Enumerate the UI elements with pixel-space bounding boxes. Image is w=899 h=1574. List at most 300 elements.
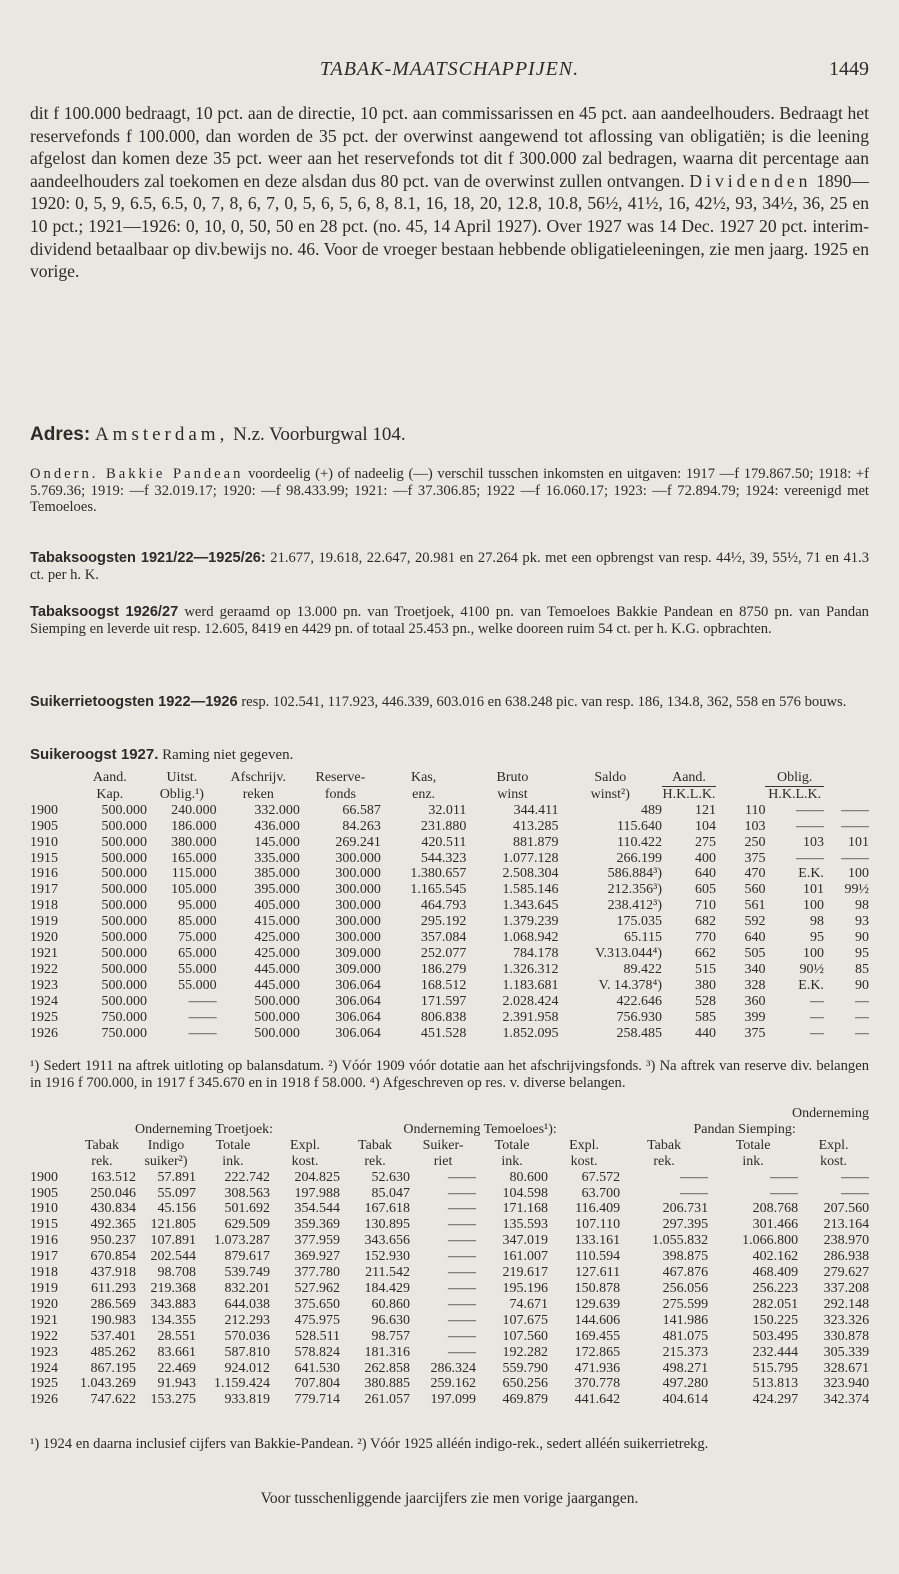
plantation-table-section [30, 1106, 869, 1408]
column-header: ink. [222, 1153, 244, 1169]
table-cell: 380.000 [171, 834, 217, 850]
table-cell: 172.865 [574, 1344, 621, 1360]
table-cell: 500.000 [101, 850, 147, 866]
table-cell: 933.819 [224, 1392, 270, 1408]
table-cell: 65.000 [178, 945, 217, 961]
column-header [30, 1138, 68, 1154]
table-cell: 190.983 [90, 1312, 136, 1328]
table-cell: 404.614 [662, 1392, 709, 1408]
table-cell: 747.622 [90, 1392, 136, 1408]
column-header: Tabak [84, 1137, 119, 1153]
table-cell: 101 [848, 834, 869, 850]
table-cell: — [809, 1009, 824, 1025]
table-cell: 323.940 [823, 1376, 870, 1392]
table-cell: 104 [694, 818, 716, 834]
table-cell: 85 [855, 961, 869, 977]
table-cell: 95 [809, 930, 824, 946]
table-row [30, 1217, 869, 1233]
table-cell: 1.159.424 [214, 1376, 270, 1392]
column-header: kost. [820, 1153, 848, 1169]
table-cell: 261.057 [364, 1392, 411, 1408]
column-header: reken [242, 786, 274, 802]
table-cell: 90 [855, 977, 869, 993]
adres-street: N.z. Voorburgwal 104. [233, 424, 406, 445]
table-cell: 130.895 [364, 1217, 411, 1233]
table-cell: 464.793 [420, 898, 467, 914]
column-header: Reserve- [315, 770, 366, 786]
table-cell: 98 [855, 898, 869, 914]
table-cell: 560 [744, 882, 766, 898]
table-cell: 96.630 [371, 1312, 411, 1328]
table-cell: 347.019 [502, 1233, 549, 1249]
table-cell: 103 [802, 834, 824, 850]
table-row [30, 1026, 869, 1042]
table-cell: 202.544 [150, 1249, 196, 1265]
table-cell: 301.466 [752, 1217, 799, 1233]
table-cell: 330.878 [823, 1328, 870, 1344]
table-cell: 240.000 [171, 802, 217, 818]
table-cell: 286.569 [90, 1296, 136, 1312]
table-row [30, 962, 869, 978]
table-cell: 145.000 [254, 834, 300, 850]
tabaksoogst-text: werd geraamd op 13.000 pn. van Troetjoek, 4100 pn. van Temoeloes Bakkie Pandean en 8750 pn. van Pandan Siemping en leverde uit resp. 12.605, 8419 en 4429 pn. of totaal 25.453 pn., welke dooreen ruim 54 ct. per h. K.G. opbrachten. [30, 604, 869, 637]
table-cell: 1.068.942 [502, 930, 559, 946]
table-row [30, 1265, 869, 1281]
table-cell: —— [448, 1201, 477, 1217]
year-cell: 1916 [30, 866, 58, 882]
suikerrietoogsten-label: Suikerrietoogsten 1922—1926 [30, 694, 238, 710]
footnotes-1-text: ¹) Sedert 1911 na aftrek uitloting op balansdatum. ²) Vóór 1909 vóór dotatie aan het afschrijvingsfonds. ³) Na aftrek van reserve div. belangen in 1916 f 700.000, in 1917 f 345.670 en in 1918 f 58.000. ⁴) Afgeschreven op res. v. diverse belangen. [30, 1058, 869, 1091]
table-cell: 832.201 [224, 1280, 270, 1296]
table-cell: 213.164 [823, 1217, 870, 1233]
table-cell: 286.324 [430, 1360, 477, 1376]
table-cell: 662 [694, 945, 716, 961]
column-header: kost. [291, 1153, 319, 1169]
table-cell: 578.824 [294, 1344, 341, 1360]
table-cell: 91.943 [157, 1376, 196, 1392]
table-cell: 500.000 [101, 866, 147, 882]
tabaksoogst-label: Tabaksoogst 1926/27 [30, 604, 179, 620]
table-cell: 500.000 [101, 818, 147, 834]
table-cell: E.K. [798, 866, 824, 882]
table-cell: 485.262 [90, 1344, 136, 1360]
table-row [30, 1233, 869, 1249]
table-row [30, 946, 869, 962]
footnotes-1 [30, 1058, 869, 1091]
table-row [30, 1010, 869, 1026]
financial-table-section [30, 770, 869, 1041]
table-cell: 471.936 [574, 1360, 621, 1376]
table-cell: —— [448, 1249, 477, 1265]
column-header: enz. [412, 786, 436, 802]
table-row [30, 851, 869, 867]
header-row [30, 1154, 869, 1170]
suikeroogst-line [30, 746, 869, 764]
adres-city: Amsterdam, [94, 424, 229, 445]
table-cell: —— [448, 1280, 477, 1296]
page-title: TABAK-MAATSCHAPPIJEN. [319, 58, 580, 80]
year-cell: 1900 [30, 1169, 58, 1185]
table-cell: 279.627 [823, 1265, 870, 1281]
table-cell: 89.422 [623, 961, 663, 977]
table-cell: 262.858 [364, 1360, 411, 1376]
table-cell: 168.512 [420, 977, 467, 993]
intro-paragraph [30, 102, 869, 283]
table-cell: 195.196 [502, 1280, 549, 1296]
table-cell: 300.000 [335, 898, 381, 914]
table-cell: 292.148 [823, 1296, 870, 1312]
table-cell: 500.000 [101, 898, 147, 914]
column-header: rek. [91, 1153, 113, 1169]
header-row [30, 786, 869, 802]
table-cell: 144.606 [574, 1312, 621, 1328]
column-header: Indigo [147, 1137, 185, 1153]
year-cell: 1926 [30, 1025, 58, 1041]
table-cell: 1.165.545 [410, 882, 467, 898]
table-cell: 32.011 [428, 802, 467, 818]
column-header: Expl. [818, 1137, 849, 1153]
year-cell: 1918 [30, 1265, 58, 1281]
table-row [30, 1376, 869, 1392]
table-cell: 670.854 [90, 1249, 136, 1265]
year-cell: 1905 [30, 818, 58, 834]
year-cell: 1900 [30, 802, 58, 818]
column-header [30, 1154, 68, 1170]
table-row [30, 994, 869, 1010]
table-cell: 469.879 [502, 1392, 549, 1408]
table-cell: 500.000 [101, 977, 147, 993]
table-cell: 513.813 [752, 1376, 799, 1392]
table-cell: 141.986 [662, 1312, 709, 1328]
table-cell: 528.511 [295, 1328, 341, 1344]
table-cell: 500.000 [254, 993, 300, 1009]
table-cell: 500.000 [254, 1025, 300, 1041]
column-header: Saldo [594, 770, 627, 786]
table-cell: 104.598 [502, 1185, 549, 1201]
table-cell: 354.544 [294, 1201, 341, 1217]
table-cell: 184.429 [364, 1280, 411, 1296]
table-cell: 445.000 [254, 961, 300, 977]
table-cell: 500.000 [101, 945, 147, 961]
table-cell: —— [448, 1344, 477, 1360]
table-cell: 1.183.681 [502, 977, 559, 993]
table-cell: 881.879 [513, 834, 559, 850]
footnotes-2 [30, 1436, 869, 1453]
table-cell: 343.883 [150, 1296, 196, 1312]
table-cell: 256.223 [752, 1280, 799, 1296]
table-cell: —— [795, 802, 824, 818]
table-cell: 756.930 [616, 1009, 663, 1025]
table-cell: 282.051 [752, 1296, 799, 1312]
year-cell: 1920 [30, 930, 58, 946]
table-cell: 55.000 [178, 961, 217, 977]
table-cell: 1.066.800 [742, 1233, 799, 1249]
year-cell: 1923 [30, 1344, 58, 1360]
table-cell: —— [841, 850, 869, 866]
table-cell: 489 [641, 802, 663, 818]
table-cell: 306.064 [335, 1025, 381, 1041]
table-row [30, 1297, 869, 1313]
table-cell: 445.000 [254, 977, 300, 993]
adres-label: Adres: [30, 424, 91, 445]
table-row [30, 898, 869, 914]
table-cell: —— [841, 1185, 870, 1201]
table-cell: 2.028.424 [502, 993, 559, 1009]
column-header: ink. [501, 1153, 523, 1169]
table-cell: — [855, 993, 869, 1009]
table-cell: —— [448, 1296, 477, 1312]
table-cell: —— [188, 1025, 217, 1041]
table-cell: 121.805 [150, 1217, 196, 1233]
table-cell: —— [795, 818, 824, 834]
table-cell: 592 [744, 914, 766, 930]
table-cell: —— [188, 993, 217, 1009]
table-cell: V.313.044⁴) [595, 945, 663, 961]
year-cell: 1920 [30, 1296, 58, 1312]
column-header: Oblig. [765, 770, 823, 786]
table-cell: — [855, 1025, 869, 1041]
table-cell: 250.046 [90, 1185, 136, 1201]
table-cell: 1.343.645 [502, 898, 559, 914]
table-cell: 100 [802, 898, 824, 914]
table-cell: 402.162 [752, 1249, 799, 1265]
table-cell: 505 [744, 945, 766, 961]
table-cell: 300.000 [335, 914, 381, 930]
table-cell: 238.412³) [607, 898, 663, 914]
table-cell: 90½ [799, 961, 824, 977]
table-row [30, 978, 869, 994]
table-cell: 500.000 [101, 993, 147, 1009]
table-cell: 57.891 [157, 1169, 196, 1185]
table-cell: 498.271 [662, 1360, 709, 1376]
tabaksoogsten-section [30, 550, 869, 583]
column-header [30, 786, 73, 802]
year-cell: 1921 [30, 1312, 58, 1328]
table-cell: 640 [694, 866, 716, 882]
table-cell: 375.650 [294, 1296, 341, 1312]
column-header: Totale [215, 1137, 251, 1153]
group-header-row [30, 1122, 869, 1138]
year-cell: 1924 [30, 1360, 58, 1376]
table-cell: 204.825 [294, 1169, 341, 1185]
tabaksoogsten-paragraph [30, 550, 869, 583]
page-number: 1449 [829, 58, 869, 80]
year-cell: 1917 [30, 1249, 58, 1265]
table-cell: 587.810 [224, 1344, 270, 1360]
table-cell: 186.000 [171, 818, 217, 834]
intro-section [30, 102, 869, 283]
table-cell: 413.285 [513, 818, 559, 834]
table-cell: 528 [694, 993, 716, 1009]
table-cell: 641.530 [294, 1360, 341, 1376]
table-cell: 295.192 [420, 914, 467, 930]
table-cell: 806.838 [420, 1009, 467, 1025]
table-cell: 167.618 [364, 1201, 411, 1217]
table-cell: 500.000 [101, 930, 147, 946]
table-cell: 211.542 [365, 1265, 411, 1281]
onderneming-right-heading: Onderneming [792, 1106, 869, 1121]
table-cell: 55.097 [157, 1185, 196, 1201]
table-row [30, 882, 869, 898]
table-cell: 238.970 [823, 1233, 870, 1249]
header-row [30, 770, 869, 786]
table-cell: 405.000 [254, 898, 300, 914]
table-cell: E.K. [798, 977, 824, 993]
table-row [30, 1392, 869, 1408]
column-header: Oblig.¹) [159, 786, 204, 802]
column-header: Uitst. [166, 770, 198, 786]
suikeroogst-text: Raming niet gegeven. [162, 747, 294, 763]
table-cell: 305.339 [823, 1344, 870, 1360]
column-header: Afschrijv. [230, 770, 287, 786]
column-header: rek. [364, 1153, 386, 1169]
table-cell: 779.714 [294, 1392, 341, 1408]
table-cell: 539.749 [224, 1265, 270, 1281]
table-cell: 515 [694, 961, 716, 977]
column-header: Expl. [569, 1137, 600, 1153]
table-cell: 611.293 [91, 1280, 136, 1296]
table-cell: 644.038 [224, 1296, 270, 1312]
column-header [30, 770, 73, 786]
table-cell: 424.297 [752, 1392, 799, 1408]
table-cell: 441.642 [574, 1392, 621, 1408]
column-header: Aand. [92, 770, 127, 786]
column-header [716, 770, 765, 786]
table-cell: 232.444 [752, 1344, 799, 1360]
table-cell: 75.000 [178, 930, 217, 946]
table-cell: 332.000 [254, 802, 300, 818]
table-cell: 369.927 [294, 1249, 341, 1265]
year-cell: 1917 [30, 882, 58, 898]
table-cell: 398.875 [662, 1249, 709, 1265]
table-cell: 206.731 [662, 1201, 709, 1217]
table-cell: 375 [744, 1025, 766, 1041]
table-row [30, 1201, 869, 1217]
year-cell: 1922 [30, 1328, 58, 1344]
table-cell: 165.000 [171, 850, 217, 866]
column-header [824, 770, 869, 786]
column-header: Kap. [96, 786, 124, 802]
table-cell: 879.617 [224, 1249, 270, 1265]
column-header: winst²) [590, 786, 630, 802]
suikeroogst-label: Suikeroogst 1927. [30, 746, 159, 763]
group-temoeloes: Onderneming Temoeloes¹): [403, 1121, 557, 1137]
table-cell: 212.356³) [607, 882, 663, 898]
year-cell: 1921 [30, 945, 58, 961]
table-cell: 197.099 [430, 1392, 477, 1408]
table-cell: 527.962 [294, 1280, 341, 1296]
table-cell: 470 [744, 866, 766, 882]
table-cell: 80.600 [509, 1169, 549, 1185]
table-cell: 83.661 [157, 1344, 196, 1360]
year-cell: 1926 [30, 1392, 58, 1408]
table-cell: 84.263 [342, 818, 381, 834]
table-cell: 297.395 [662, 1217, 709, 1233]
table-cell: 497.280 [662, 1376, 709, 1392]
year-cell: 1905 [30, 1185, 58, 1201]
table-cell: 161.007 [502, 1249, 549, 1265]
table-cell: 422.646 [616, 993, 663, 1009]
table-cell: 152.930 [364, 1249, 411, 1265]
table-cell: 425.000 [254, 945, 300, 961]
tabaksoogst-section [30, 604, 869, 637]
table-cell: 186.279 [420, 961, 467, 977]
table-cell: —— [448, 1169, 477, 1185]
ondern-label: Ondern. Bakkie Pandean [30, 466, 244, 482]
table-row [30, 1329, 869, 1345]
table-cell: 52.630 [371, 1169, 411, 1185]
table-cell: 335.000 [254, 850, 300, 866]
table-cell: 222.742 [224, 1169, 270, 1185]
year-cell: 1915 [30, 1217, 58, 1233]
table-cell: 134.355 [150, 1312, 196, 1328]
table-cell: 266.199 [616, 850, 663, 866]
table-cell: 360 [744, 993, 766, 1009]
table-cell: 116.409 [575, 1201, 621, 1217]
table-cell: 275 [694, 834, 716, 850]
year-cell: 1925 [30, 1009, 58, 1025]
year-cell: 1924 [30, 993, 58, 1009]
table-cell: 468.409 [752, 1265, 799, 1281]
table-cell: 163.512 [90, 1169, 136, 1185]
ondern-section [30, 466, 869, 516]
table-cell: 399 [744, 1009, 766, 1025]
table-cell: 650.256 [502, 1376, 549, 1392]
table-cell: 306.064 [335, 993, 381, 1009]
table-cell: 342.374 [823, 1392, 870, 1408]
table-cell: 67.572 [581, 1169, 621, 1185]
table-cell: —— [770, 1185, 799, 1201]
table-cell: 451.528 [420, 1025, 467, 1041]
table-cell: 150.225 [752, 1312, 799, 1328]
table-cell: 309.000 [335, 945, 381, 961]
tabaksoogsten-text: 21.677, 19.618, 22.647, 20.981 en 27.264 pk. met een opbrengst van resp. 44½, 39, 55½, 71 en 41.3 ct. per h. K. [30, 550, 869, 583]
table-cell: 300.000 [335, 850, 381, 866]
table-cell: 275.599 [662, 1296, 709, 1312]
table-cell: 306.064 [335, 1009, 381, 1025]
table-cell: 586.884³) [607, 866, 663, 882]
table-cell: 105.000 [171, 882, 217, 898]
table-cell: 436.000 [254, 818, 300, 834]
table-cell: 110.594 [575, 1249, 621, 1265]
table-row [30, 866, 869, 882]
table-cell: 1.073.287 [214, 1233, 270, 1249]
table-cell: 127.611 [575, 1265, 621, 1281]
table-cell: 85.047 [371, 1185, 411, 1201]
table-cell: 101 [802, 882, 824, 898]
table-cell: 750.000 [101, 1009, 147, 1025]
table-cell: 153.275 [150, 1392, 196, 1408]
table-cell: 375 [744, 850, 766, 866]
table-cell: 501.692 [224, 1201, 270, 1217]
table-cell: 682 [694, 914, 716, 930]
column-header: Suiker- [422, 1137, 464, 1153]
column-header [824, 786, 869, 802]
table-row [30, 930, 869, 946]
table-cell: —— [680, 1169, 709, 1185]
table-cell: 135.593 [502, 1217, 549, 1233]
table-cell: 181.316 [364, 1344, 411, 1360]
table-cell: 395.000 [254, 882, 300, 898]
column-header: kost. [570, 1153, 598, 1169]
table-cell: 110 [744, 802, 766, 818]
table-cell: 629.509 [224, 1217, 270, 1233]
dividenden-label: Dividenden [689, 170, 812, 191]
table-cell: 252.077 [420, 945, 467, 961]
table-cell: 98.708 [157, 1265, 196, 1281]
group-troetjoek: Onderneming Troetjoek: [135, 1121, 274, 1137]
year-cell: 1919 [30, 1280, 58, 1296]
